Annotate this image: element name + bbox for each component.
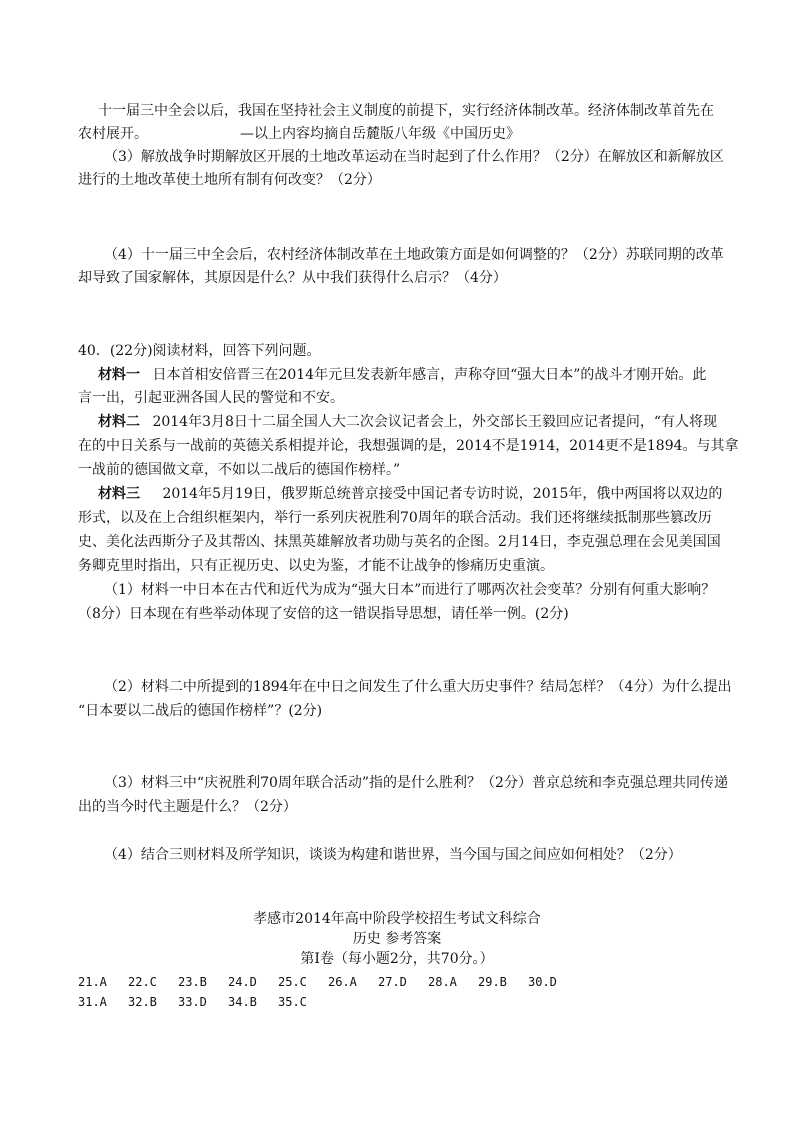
question-3-line: 进行的土地改革使土地所有制有何改变？（2分） (78, 172, 381, 188)
material-3-line: 务卿克里时指出，只有正视历史、以史为鉴，才能不让战争的惨痛历史重演。 (78, 558, 554, 574)
answer-item: 31.A (78, 995, 107, 1009)
answer-item: 33.D (178, 995, 207, 1009)
sub-question-1-line: （8分）日本现在有些举动体现了安倍的这一错误指导思想，请任举一例。(2分) (78, 606, 569, 622)
answer-item: 35.C (278, 995, 307, 1009)
sub-question-2-line: “日本要以二战后的德国作榜样”？(2分) (78, 703, 323, 719)
answer-item: 28.A (428, 975, 457, 989)
answer-item: 29.B (478, 975, 507, 989)
answer-item: 30.D (528, 975, 557, 989)
answer-item: 23.B (178, 975, 207, 989)
answer-row-1 (78, 973, 578, 991)
question-3-line: （3）解放战争时期解放区开展的土地改革运动在当时起到了什么作用？（2分）在解放区和新解放区 (104, 149, 724, 165)
answer-item: 21.A (78, 975, 107, 989)
material-3-text: 2014年5月19日，俄罗斯总统普京接受中国记者专访时说，2015年，俄中两国将以双边的 (162, 486, 723, 502)
question-4-line: 却导致了国家解体，其原因是什么？从中我们获得什么启示？（4分） (78, 270, 507, 286)
material-3-line: 史、美化法西斯分子及其帮凶、抹黑英雄解放者功勋与英名的企图。2月14日，李克强总理在会见美国国 (78, 534, 721, 550)
sub-question-2-line: （2）材料二中所提到的1894年在中日之间发生了什么重大历史事件？结局怎样？（4分）为什么提出 (104, 679, 732, 695)
answer-section-heading: 第Ⅰ卷（每小题2分，共70分。） (300, 951, 494, 967)
material-2-label: 材料二 (98, 414, 140, 430)
material-1-text: 日本首相安倍晋三在2014年元旦发表新年感言，声称夺回“强大日本”的战斗才刚开始。此 (152, 367, 707, 383)
material-1-label: 材料一 (98, 367, 140, 383)
question-40-heading: 40．(22分)阅读材料，回答下列问题。 (78, 343, 321, 359)
sub-question-1-line: （1）材料一中日本在古代和近代为成为“强大日本”而进行了哪两次社会变革？分别有何重大影响？ (104, 582, 716, 598)
paragraph-line (78, 124, 520, 144)
sub-question-4-line: （4）结合三则材料及所学知识，谈谈为构建和谐世界，当今国与国之间应如何相处？（2分） (104, 847, 682, 863)
material-2-line: 在的中日关系与一战前的英德关系相提并论，我想强调的是，2014不是1914，2014更不是1894。与其拿 (78, 438, 739, 454)
source-note: —以上内容均摘自岳麓版八年级《中国历史》 (240, 126, 520, 142)
material-2-line: 一战前的德国做文章，不如以二战后的德国作榜样。” (78, 462, 401, 478)
answer-row-2 (78, 993, 328, 1011)
paragraph-text: 农村展开。 (78, 126, 148, 142)
answer-title: 孝感市2014年高中阶段学校招生考试文科综合 (253, 911, 541, 927)
answer-item: 32.B (128, 995, 157, 1009)
answer-item: 34.B (228, 995, 257, 1009)
answer-item: 25.C (278, 975, 307, 989)
answer-item: 27.D (378, 975, 407, 989)
answer-item: 26.A (328, 975, 357, 989)
paragraph-line: 十一届三中全会以后，我国在坚持社会主义制度的前提下，实行经济体制改革。经济体制改革首先在 (98, 103, 714, 119)
material-2-line (98, 412, 717, 432)
material-1-line (98, 365, 706, 385)
sub-question-3-line: 出的当今时代主题是什么？（2分） (78, 799, 297, 815)
material-2-text: 2014年3月8日十二届全国人大二次会议记者会上，外交部长王毅回应记者提问，“有人将现 (152, 414, 718, 430)
answer-item: 22.C (128, 975, 157, 989)
answer-subtitle: 历史 参考答案 (352, 931, 442, 947)
material-3-line: 形式，以及在上合组织框架内，举行一系列庆祝胜利70周年的联合活动。我们还将继续抵制那些篡改历 (78, 510, 712, 526)
material-1-line: 言一出，引起亚洲各国人民的警觉和不安。 (78, 390, 344, 406)
material-3-label: 材料三 (98, 486, 140, 502)
sub-question-3-line: （3）材料三中“庆祝胜利70周年联合活动”指的是什么胜利？（2分）普京总统和李克强总理共同传递 (104, 775, 728, 791)
answer-item: 24.D (228, 975, 257, 989)
question-4-line: （4）十一届三中全会后，农村经济体制改革在土地政策方面是如何调整的？（2分）苏联同期的改革 (104, 247, 724, 263)
material-3-line (98, 484, 722, 504)
